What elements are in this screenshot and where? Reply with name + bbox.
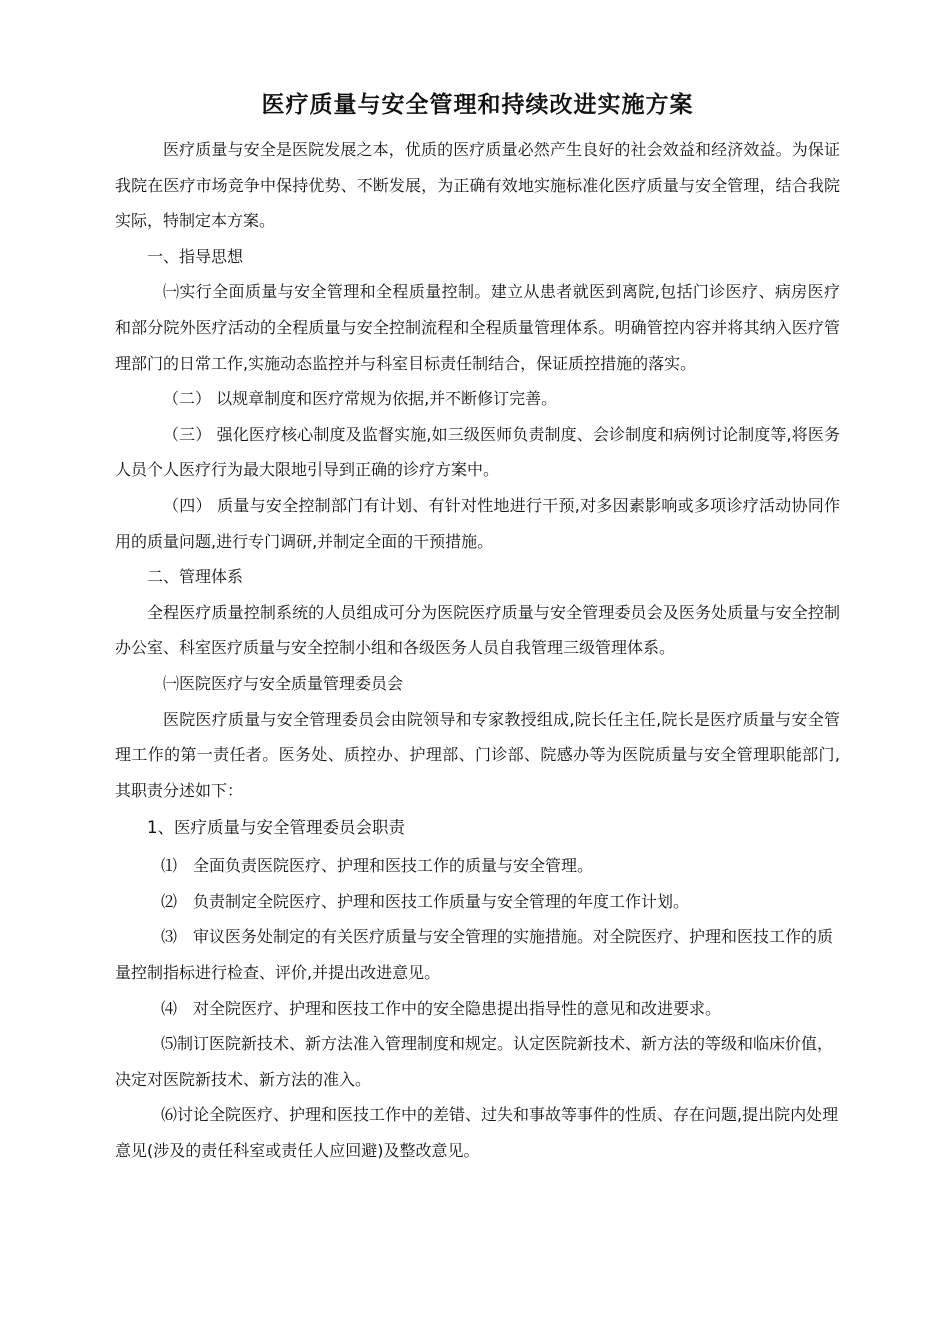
- paragraph-full-quality-management: ㈠实行全面质量与安全管理和全程质量控制。建立从患者就医到离院,包括门诊医疗、病房医疗和部分院外医疗活动的全程质量与安全控制流程和全程质量管理体系。明确管控内容并将其纳入医疗管理部门的日常工作,实施动态监控并与科室目标责任制结合，保证质控措施的落实。: [115, 282, 840, 373]
- duty-item: ⑸制订医院新技术、新方法准入管理制度和规定。认定医院新技术、新方法的等级和临床价值，决定对医院新技术、新方法的准入。: [115, 1034, 834, 1089]
- section-heading-management-system: 二、管理体系: [147, 567, 244, 587]
- paragraph-core-system: （三） 强化医疗核心制度及监督实施,如三级医师负责制度、会诊制度和病例讨论制度等,将医务人员个人医疗行为最大限地引导到正确的诊疗方案中。: [115, 424, 840, 480]
- duty-item: ⑵ 负责制定全院医疗、护理和医技工作质量与安全管理的年度工作计划。: [161, 891, 690, 911]
- duty-item: ⑶ 审议医务处制定的有关医疗质量与安全管理的实施措施。对全院医疗、护理和医技工作的质量控制指标进行检查、评价,并提出改进意见。: [115, 927, 834, 983]
- section-heading-guiding-ideology: 一、指导思想: [147, 246, 244, 266]
- paragraph-intervention: （四） 质量与安全控制部门有计划、有针对性地进行干预,对多因素影响或多项诊疗活动协同作用的质量问题,进行专门调研,并制定全面的干预措施。: [115, 495, 840, 551]
- subheading-committee: ㈠医院医疗与安全质量管理委员会: [163, 673, 404, 693]
- duty-item: ⑷ 对全院医疗、护理和医技工作中的安全隐患提出指导性的意见和改进要求。: [161, 998, 722, 1018]
- duty-item: ⑴ 全面负责医院医疗、护理和医技工作的质量与安全管理。: [161, 856, 594, 876]
- paragraph-system-composition: 全程医疗质量控制系统的人员组成可分为医院医疗质量与安全管理委员会及医务处质量与安全控制办公室、科室医疗质量与安全控制小组和各级医务人员自我管理三级管理体系。: [115, 602, 840, 658]
- subheading-committee-duties: 1、医疗质量与安全管理委员会职责: [147, 818, 405, 838]
- intro-paragraph: 医疗质量与安全是医院发展之本，优质的医疗质量必然产生良好的社会效益和经济效益。为保证我院在医疗市场竞争中保持优势、不断发展，为正确有效地实施标准化医疗质量与安全管理，结合我院实际，特制定本方案。: [115, 140, 840, 231]
- paragraph-committee-description: 医院医疗质量与安全管理委员会由院领导和专家教授组成,院长任主任,院长是医疗质量与安全管理工作的第一责任者。医务处、质控办、护理部、门诊部、院感办等为医院质量与安全管理职能部门,其职责分述如下：: [115, 709, 840, 800]
- duty-item: ⑹讨论全院医疗、护理和医技工作中的差错、过失和事故等事件的性质、存在问题,提出院内处理意见(涉及的责任科室或责任人应回避)及整改意见。: [115, 1105, 839, 1161]
- paragraph-rules-basis: （二） 以规章制度和医疗常规为依据,并不断修订完善。: [163, 389, 558, 409]
- document-title: 医疗质量与安全管理和持续改进实施方案: [261, 92, 694, 118]
